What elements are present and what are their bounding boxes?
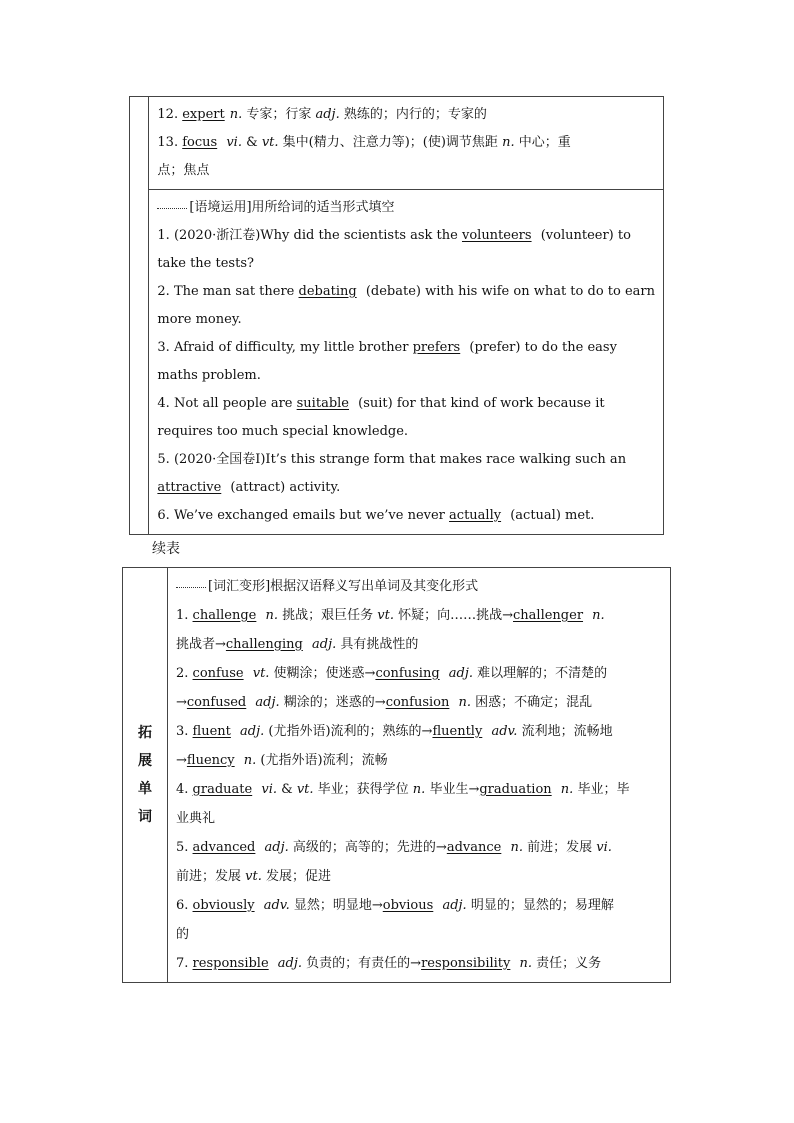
table2-side-title xyxy=(123,719,167,831)
answer-word: obviously xyxy=(192,898,255,913)
text-line xyxy=(157,446,655,474)
table2-section-title: [词汇变形]根据汉语释义写出单词及其变化形式 xyxy=(208,579,479,594)
text-segment: 5. xyxy=(176,840,193,855)
answer-word: challenging xyxy=(225,637,303,652)
table1-section-title: [语境运用]用所给词的适当形式填空 xyxy=(189,200,395,215)
part-of-speech: n. xyxy=(502,135,515,150)
text-line xyxy=(176,688,662,717)
vocabulary-table-1 xyxy=(129,96,664,535)
answer-word: graduate xyxy=(192,782,253,797)
answer-word: graduation xyxy=(479,782,552,797)
table1-exercise-cell xyxy=(149,190,664,535)
table1-definitions xyxy=(157,101,655,185)
answer-word: attractive xyxy=(157,480,222,495)
text-segment: 明显的；显然的；易理解 xyxy=(466,898,614,913)
table2-section-header xyxy=(176,572,662,601)
text-segment: 2. xyxy=(176,666,193,681)
text-segment: 责任；义务 xyxy=(532,956,602,971)
answer-word: advance xyxy=(446,840,502,855)
part-of-speech: vt. xyxy=(245,869,262,884)
text-segment: 1. xyxy=(176,608,193,623)
answer-word: fluent xyxy=(192,724,231,739)
continued-label: 续表 xyxy=(152,541,180,557)
text-line xyxy=(176,949,662,978)
text-segment: 高级的；高等的；先进的→ xyxy=(288,840,447,855)
text-segment: take the tests? xyxy=(157,256,254,271)
text-line xyxy=(157,278,655,306)
text-line xyxy=(176,659,662,688)
text-segment: 怀疑；向……挑战→ xyxy=(393,608,514,623)
answer-word: challenger xyxy=(513,608,584,623)
text-segment: 毕业；获得学位 xyxy=(313,782,413,797)
part-of-speech: n. xyxy=(229,107,243,122)
side-title-char: 单 xyxy=(138,781,152,797)
table1-definitions-cell xyxy=(149,97,664,190)
text-segment: 集中(精力、注意力等)；(使)调节焦距 xyxy=(278,135,503,150)
part-of-speech: adj. xyxy=(442,898,467,913)
text-line xyxy=(176,833,662,862)
answer-word: debating xyxy=(298,284,357,299)
text-segment: 7. xyxy=(176,956,193,971)
text-segment: 2. The man sat there xyxy=(157,284,299,299)
part-of-speech: vi. xyxy=(596,840,612,855)
text-segment: → xyxy=(176,753,187,768)
text-segment: 使糊涂；使迷惑→ xyxy=(269,666,376,681)
text-line xyxy=(157,101,655,129)
answer-word: advanced xyxy=(192,840,256,855)
text-segment: → xyxy=(176,695,187,710)
part-of-speech: n. xyxy=(265,608,279,623)
text-line xyxy=(157,362,655,390)
text-segment: 显然；明显地→ xyxy=(289,898,383,913)
text-line xyxy=(157,157,655,185)
text-segment: (prefer) to do the easy xyxy=(465,340,617,355)
text-segment: & xyxy=(276,782,297,797)
text-segment: 3. xyxy=(176,724,193,739)
part-of-speech: n. xyxy=(592,608,605,623)
answer-word: confusion xyxy=(385,695,450,710)
text-line xyxy=(176,601,662,630)
answer-word: expert xyxy=(182,107,225,122)
answer-word: obvious xyxy=(382,898,434,913)
text-segment: 前进；发展 xyxy=(176,869,246,884)
part-of-speech: vt. xyxy=(252,666,270,681)
table2-side-cell xyxy=(123,568,168,983)
text-line xyxy=(157,222,655,250)
side-title-char: 展 xyxy=(138,753,152,769)
text-segment: 1. (2020·浙江卷)Why did the scientists ask the xyxy=(157,228,462,243)
answer-word: fluency xyxy=(186,753,235,768)
text-segment: 毕业；毕 xyxy=(573,782,630,797)
answer-word: volunteers xyxy=(461,228,532,243)
text-segment: 点；焦点 xyxy=(157,163,210,178)
part-of-speech: vt. xyxy=(296,782,314,797)
text-segment: 糊涂的；迷惑的→ xyxy=(279,695,386,710)
text-segment: 前进；发展 xyxy=(522,840,597,855)
text-segment: 发展；促进 xyxy=(261,869,331,884)
part-of-speech: adj. xyxy=(277,956,303,971)
part-of-speech: n. xyxy=(412,782,426,797)
text-segment: 6. xyxy=(176,898,193,913)
text-line xyxy=(157,418,655,446)
text-segment: 12. xyxy=(157,107,183,122)
text-line xyxy=(157,502,655,530)
text-segment: (尤指外语)流利；流畅 xyxy=(256,753,388,768)
answer-word: confusing xyxy=(375,666,440,681)
answer-word: suitable xyxy=(296,396,349,411)
answer-word: focus xyxy=(182,135,218,150)
answer-word: challenge xyxy=(192,608,257,623)
text-segment: 专家；行家 xyxy=(242,107,316,122)
text-segment: 负责的；有责任的→ xyxy=(302,956,422,971)
text-line xyxy=(176,862,662,891)
part-of-speech: n. xyxy=(560,782,574,797)
text-segment: 4. Not all people are xyxy=(157,396,297,411)
part-of-speech: n. xyxy=(510,840,523,855)
answer-word: prefers xyxy=(412,340,461,355)
table1-section-header xyxy=(157,194,655,222)
text-segment: 3. Afraid of difficulty, my little brother xyxy=(157,340,413,355)
text-line xyxy=(176,891,662,920)
text-line xyxy=(157,306,655,334)
part-of-speech: vi. xyxy=(226,135,242,150)
text-segment: 中心；重 xyxy=(514,135,571,150)
part-of-speech: n. xyxy=(458,695,472,710)
table1-exercises xyxy=(157,222,655,530)
text-segment: 难以理解的；不清楚的 xyxy=(473,666,608,681)
text-segment: 毕业生→ xyxy=(425,782,480,797)
side-title-char: 词 xyxy=(138,809,152,825)
dotted-marker xyxy=(157,207,187,209)
text-segment: 业典礼 xyxy=(176,811,216,826)
text-line xyxy=(157,334,655,362)
part-of-speech: adj. xyxy=(255,695,280,710)
text-line xyxy=(176,775,662,804)
text-segment: (volunteer) to xyxy=(536,228,631,243)
text-segment: 困惑；不确定；混乱 xyxy=(471,695,593,710)
part-of-speech: adj. xyxy=(312,637,337,652)
part-of-speech: adv. xyxy=(263,898,290,913)
text-segment: & xyxy=(241,135,262,150)
table2-word-forms xyxy=(176,601,662,978)
text-line xyxy=(176,804,662,833)
text-line xyxy=(176,717,662,746)
part-of-speech: adj. xyxy=(448,666,474,681)
text-segment: (debate) with his wife on what to do to earn xyxy=(361,284,655,299)
side-title-char: 拓 xyxy=(138,725,152,741)
text-segment: 的 xyxy=(176,927,190,942)
text-line xyxy=(176,630,662,659)
part-of-speech: adj. xyxy=(315,107,340,122)
text-line xyxy=(157,250,655,278)
text-segment: 具有挑战性的 xyxy=(336,637,419,652)
text-segment: 5. (2020·全国卷Ⅰ)It’s this strange form that makes race walking such an xyxy=(157,452,627,467)
part-of-speech: n. xyxy=(519,956,533,971)
text-segment: 熟练的；内行的；专家的 xyxy=(339,107,487,122)
text-line xyxy=(157,474,655,502)
table2-content-cell xyxy=(168,568,671,983)
table1-side-cell xyxy=(130,97,149,535)
text-segment: maths problem. xyxy=(157,368,261,383)
text-segment: 挑战；艰巨任务 xyxy=(278,608,378,623)
answer-word: confuse xyxy=(192,666,244,681)
answer-word: responsible xyxy=(192,956,269,971)
part-of-speech: vt. xyxy=(261,135,279,150)
text-line xyxy=(176,920,662,949)
text-segment: (actual) met. xyxy=(506,508,595,523)
text-line xyxy=(157,390,655,418)
answer-word: responsibility xyxy=(421,956,511,971)
text-segment: requires too much special knowledge. xyxy=(157,424,409,439)
text-segment: 4. xyxy=(176,782,193,797)
vocabulary-table-2 xyxy=(122,567,671,983)
text-segment: (attract) activity. xyxy=(226,480,341,495)
part-of-speech: vt. xyxy=(377,608,394,623)
part-of-speech: vi. xyxy=(261,782,277,797)
part-of-speech: adj. xyxy=(240,724,265,739)
text-segment: 挑战者→ xyxy=(176,637,226,652)
dotted-marker xyxy=(176,586,206,588)
part-of-speech: n. xyxy=(243,753,257,768)
text-segment: (suit) for that kind of work because it xyxy=(354,396,605,411)
answer-word: actually xyxy=(449,508,502,523)
answer-word: confused xyxy=(186,695,247,710)
answer-word: fluently xyxy=(432,724,483,739)
text-segment: (尤指外语)流利的；熟练的→ xyxy=(264,724,433,739)
text-segment: 13. xyxy=(157,135,183,150)
text-segment: more money. xyxy=(157,312,242,327)
text-segment: 6. We’ve exchanged emails but we’ve never xyxy=(157,508,450,523)
part-of-speech: adj. xyxy=(264,840,289,855)
text-segment: 流利地；流畅地 xyxy=(517,724,613,739)
text-line xyxy=(157,129,655,157)
part-of-speech: adv. xyxy=(491,724,518,739)
text-line xyxy=(176,746,662,775)
